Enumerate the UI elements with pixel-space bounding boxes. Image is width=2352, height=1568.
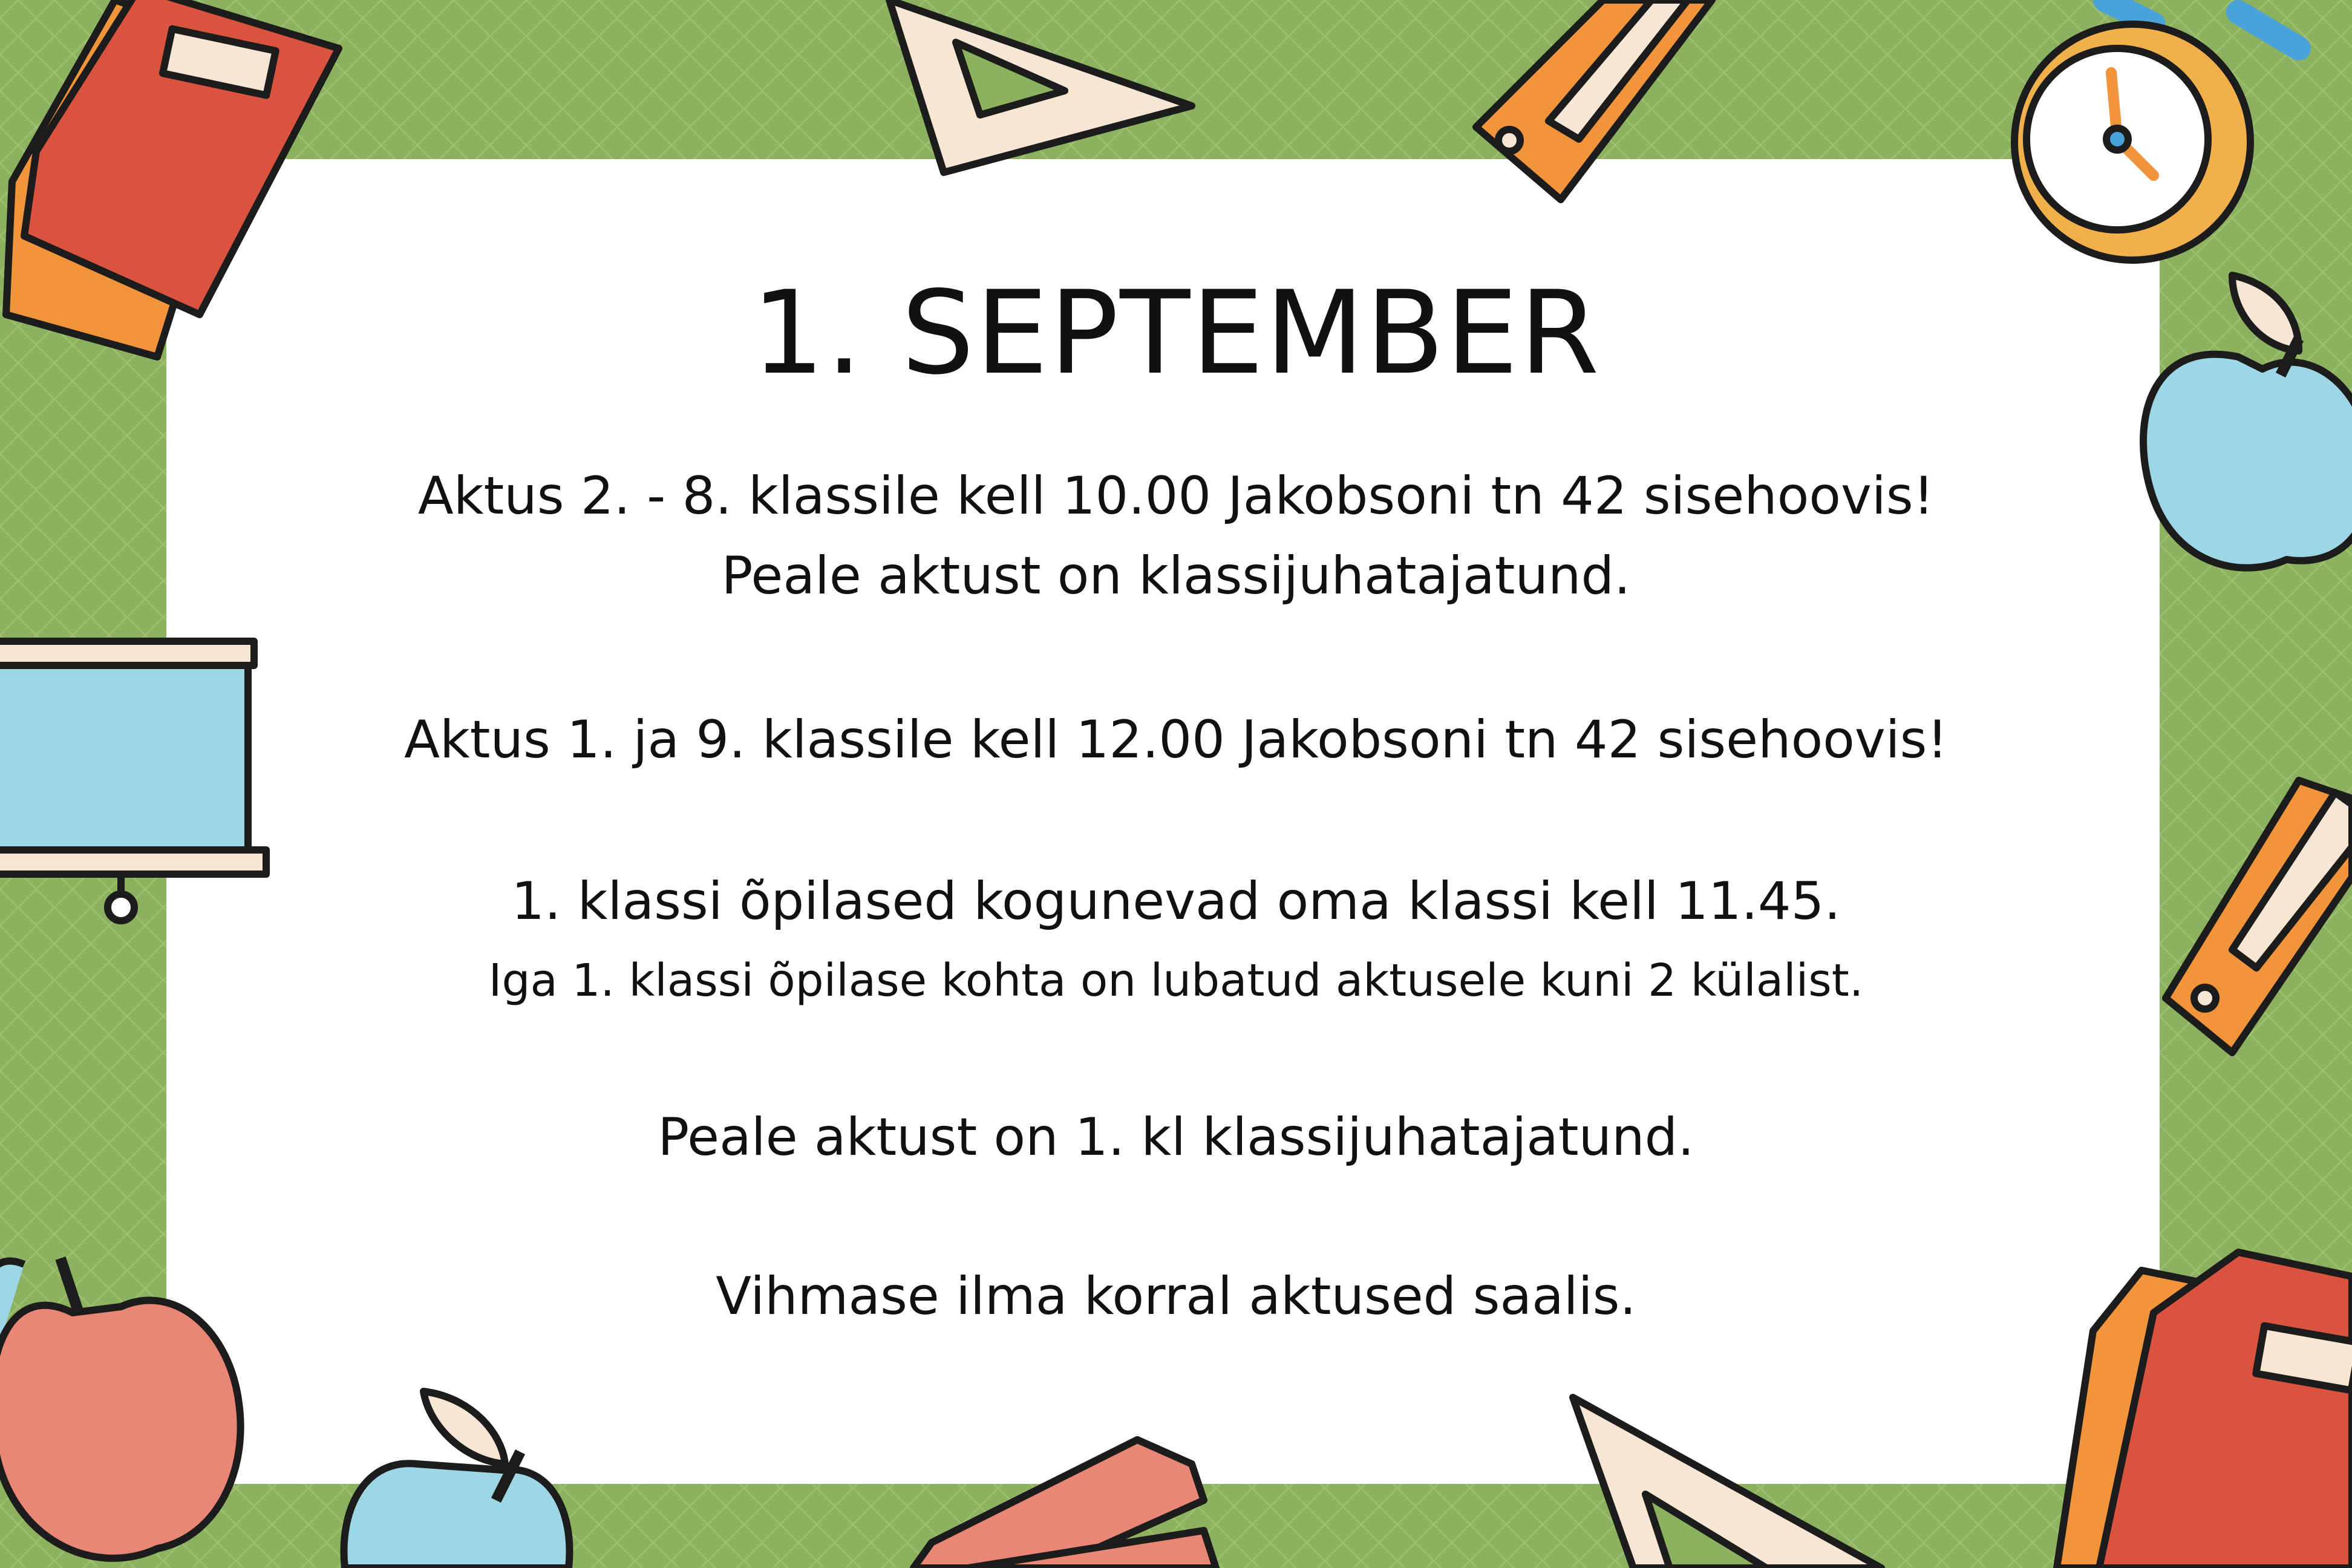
announcement-line-3: Aktus 1. ja 9. klassile kell 12.00 Jakobsoni tn 42 sisehoovis! [404, 710, 1948, 770]
poster-title: 1. SEPTEMBER [751, 266, 1601, 400]
announcement-line-7: Vihmase ilma korral aktused saalis. [716, 1266, 1636, 1327]
announcement-line-6: Peale aktust on 1. kl klassijuhatajatund. [658, 1107, 1694, 1168]
announcement-line-1: Aktus 2. - 8. klassile kell 10.00 Jakobsoni tn 42 sisehoovis! [417, 466, 1935, 526]
announcement-line-2: Peale aktust on klassijuhatajatund. [721, 546, 1631, 606]
announcement-line-5: Iga 1. klassi õpilase kohta on lubatud aktusele kuni 2 külalist. [488, 955, 1864, 1007]
announcement-line-4: 1. klassi õpilased kogunevad oma klassi kell 11.45. [511, 871, 1841, 932]
